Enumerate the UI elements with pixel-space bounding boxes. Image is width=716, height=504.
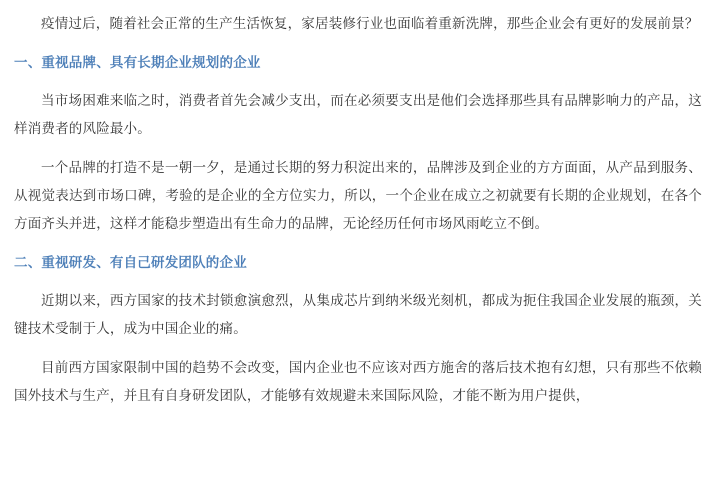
paragraph-intro: 疫情过后，随着社会正常的生产生活恢复，家居装修行业也面临着重新洗牌，那些企业会有更好的发展前景？ [41,16,699,32]
section-heading-1: 一、重视品牌、具有长期企业规划的企业 [14,55,261,71]
paragraph-1-1: 当市场困难来临之时，消费者首先会减少支出，而在必须要支出是他们会选择那些具有品牌影响力的产品，这样消费者的风险最小。 [14,93,702,137]
paragraph-2-2: 目前西方国家限制中国的趋势不会改变，国内企业也不应该对西方施舍的落后技术抱有幻想，只有那些不依赖国外技术与生产，并且有自身研发团队，才能够有效规避未来国际风险，才能不断为用户提供， [14,360,702,404]
paragraph-1-2: 一个品牌的打造不是一朝一夕，是通过长期的努力积淀出来的，品牌涉及到企业的方方面面，从产品到服务、从视觉表达到市场口碑，考验的是企业的全方位实力，所以，一个企业在成立之初就要有长期的企业规划，在各个方面齐头并进，这样才能稳步塑造出有生命力的品牌，无论经历任何市场风雨屹立不倒。 [14,160,702,232]
section-heading-2: 二、重视研发、有自己研发团队的企业 [14,255,247,271]
paragraph-2-1: 近期以来，西方国家的技术封锁愈演愈烈，从集成芯片到纳米级光刻机，都成为扼住我国企业发展的瓶颈，关键技术受制于人，成为中国企业的痛。 [14,293,702,337]
